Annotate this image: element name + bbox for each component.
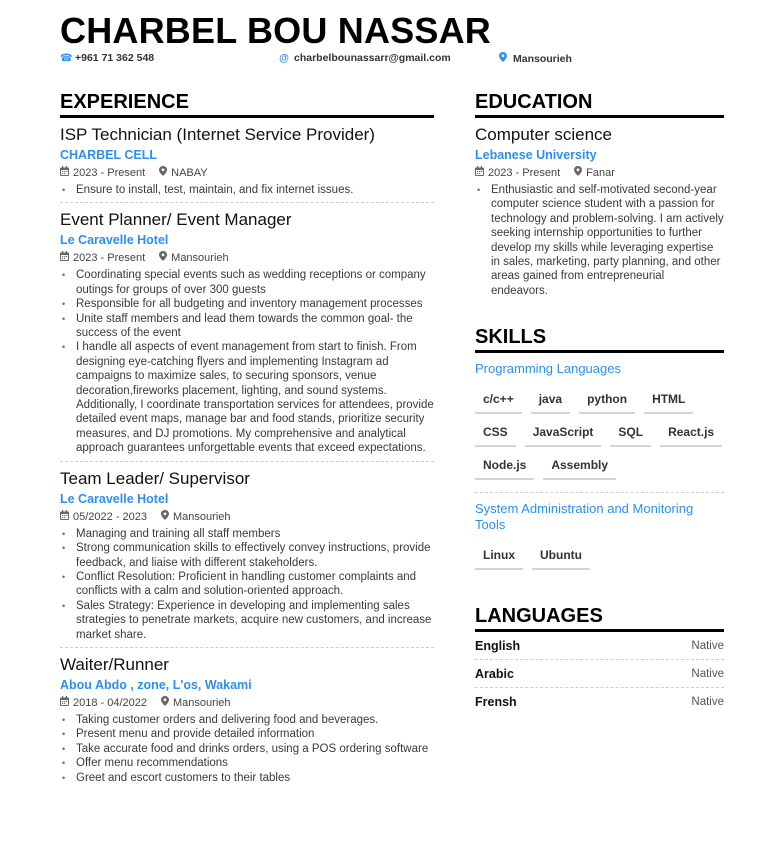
dates-text: 2023 - Present (73, 167, 146, 179)
experience-list (60, 118, 434, 790)
entry (60, 118, 434, 203)
entry-title: Waiter/Runner (60, 654, 169, 674)
location-text: Mansourieh (171, 252, 229, 265)
at-icon: @ (279, 52, 289, 64)
skill-tag: Ubuntu (532, 547, 590, 570)
bullet-list (60, 527, 434, 642)
map-pin-icon (574, 168, 582, 179)
bullet-item: • Offer menu recommendations (60, 756, 434, 770)
entry-meta (475, 165, 724, 182)
skill-tag: HTML (644, 391, 693, 414)
entry-organization: Le Caravelle Hotel (60, 491, 169, 506)
entry-location (159, 165, 207, 182)
skills-list (475, 361, 724, 582)
map-pin-icon (159, 168, 167, 179)
location-text: Mansourieh (173, 510, 231, 523)
entry-title: Computer science (475, 125, 613, 144)
skill-tag: python (579, 391, 635, 414)
bullet-item: • Conflict Resolution: Proficient in handling customer complaints and conflicts with a calm and solution-oriented approach. (60, 570, 434, 599)
left-column (60, 90, 434, 790)
dates-text: 05/2022 - 2023 (73, 510, 148, 523)
divider (475, 492, 724, 493)
entry-location (574, 165, 615, 182)
skill-tag: React.js (660, 424, 722, 447)
map-pin-icon (161, 698, 169, 709)
bullet-item: • Greet and escort customers to their tables (60, 771, 434, 785)
language-level: Native (691, 668, 724, 681)
bullet-item: • Managing and training all staff members (60, 527, 434, 541)
skill-tag: java (531, 391, 570, 414)
skill-group-title: System Administration and Monitoring Tools (475, 501, 694, 533)
entry-dates (475, 165, 560, 182)
entry-dates (60, 250, 145, 267)
skill-tag: SQL (610, 424, 651, 447)
dates-text: 2023 - Present (488, 167, 561, 179)
language-row (475, 632, 724, 660)
phone-text: +961 71 362 548 (75, 52, 155, 64)
right-column (475, 90, 724, 715)
email-text: charbelbounassarr@gmail.com (294, 52, 451, 64)
entry-organization: Lebanese University (475, 148, 597, 162)
bullet-item: • Unite staff members and lead them towards the common goal- the success of the event (60, 312, 434, 341)
entry-location (159, 250, 228, 267)
entry-title: Event Planner/ Event Manager (60, 210, 292, 230)
language-name: English (475, 639, 521, 654)
entry-meta (60, 509, 434, 526)
section-title-experience: EXPERIENCE (60, 90, 434, 118)
skill-tag: c/c++ (475, 391, 522, 414)
dates-text: 2018 - 04/2022 (73, 696, 148, 709)
dates-text: 2023 - Present (73, 252, 146, 265)
bullet-item: • Coordinating special events such as wedding receptions or company outings for groups of over 300 guests (60, 268, 434, 297)
entry-organization: Abou Abdo , zone, L'os, Wakami (60, 677, 252, 692)
language-row (475, 660, 724, 688)
skill-tags (475, 391, 724, 492)
location-text: Fanar (586, 167, 615, 179)
entry (60, 648, 434, 790)
contact-location (498, 52, 572, 65)
skill-tag: CSS (475, 424, 516, 447)
entry (475, 118, 724, 303)
bullet-item: • Sales Strategy: Experience in developing and implementing sales strategies to penetrate markets, acquire new customers, and increase market share. (60, 599, 434, 642)
calendar-icon (60, 253, 69, 264)
candidate-name: CHARBEL BOU NASSAR (60, 10, 491, 51)
skill-group-title: Programming Languages (475, 361, 621, 377)
entry (60, 203, 434, 461)
section-title-skills: SKILLS (475, 325, 724, 353)
contact-email (279, 52, 451, 64)
skill-tag: Assembly (543, 457, 616, 480)
skill-tag: Node.js (475, 457, 534, 480)
bullet-item: • Strong communication skills to effectively convey instructions, provide feedback, and liaise with different stakeholders. (60, 541, 434, 570)
map-pin-icon (159, 253, 167, 264)
language-level: Native (691, 640, 724, 653)
entry-meta (60, 695, 434, 712)
bullet-list (475, 183, 724, 298)
location-text: Mansourieh (173, 696, 231, 709)
skill-tags (475, 547, 724, 582)
section-title-education: EDUCATION (475, 90, 724, 118)
entry-dates (60, 165, 145, 182)
contact-phone (60, 52, 154, 64)
entry-organization: CHARBEL CELL (60, 148, 157, 162)
bullet-item: • Ensure to install, test, maintain, and fix internet issues. (60, 183, 434, 197)
map-pin-icon (498, 52, 508, 65)
section-title-languages: LANGUAGES (475, 604, 724, 632)
entry-meta (60, 250, 434, 267)
bullet-list (60, 713, 434, 785)
skill-tag: JavaScript (525, 424, 602, 447)
entry-title: ISP Technician (Internet Service Provider) (60, 125, 375, 144)
calendar-icon (60, 512, 69, 523)
entry (60, 462, 434, 648)
bullet-list (60, 268, 434, 455)
bullet-item: • I handle all aspects of event management from start to finish. From designing eye-catching flyers and implementing Instagram ad campaigns to maximize sales, to securing sponsors, venue decoration,fireworks placement, lighting, and sound systems. Additionally, I coordinate transportation services for attendees, provide detailed event maps, manage bar and food stands, prioritize security measures, and DJ promotions. My comprehensive and analytical approach guarantees unforgettable events that exceed expectations. (60, 340, 434, 455)
entry-title: Team Leader/ Supervisor (60, 468, 250, 488)
entry-dates (60, 695, 147, 712)
bullet-item: • Taking customer orders and delivering food and beverages. (60, 713, 434, 727)
entry-organization: Le Caravelle Hotel (60, 233, 169, 248)
phone-icon: ☎ (60, 52, 73, 64)
entry-location (161, 695, 230, 712)
bullet-item: • Responsible for all budgeting and inventory management processes (60, 297, 434, 311)
entry-dates (60, 509, 147, 526)
skill-group (475, 361, 724, 492)
languages-list (475, 632, 724, 715)
calendar-icon (475, 168, 484, 179)
language-name: Frensh (475, 695, 517, 710)
language-name: Arabic (475, 667, 514, 682)
location-text: NABAY (171, 167, 208, 179)
skill-tag: Linux (475, 547, 523, 570)
skill-group (475, 501, 724, 582)
entry-location (161, 509, 230, 526)
education-list (475, 118, 724, 303)
bullet-item: • Present menu and provide detailed information (60, 727, 434, 741)
calendar-icon (60, 168, 69, 179)
entry-meta (60, 165, 434, 182)
bullet-item: • Take accurate food and drinks orders, using a POS ordering software (60, 742, 434, 756)
bullet-item: • Enthusiastic and self-motivated second-year computer science student with a passion for technology and problem-solving. I am actively seeking internship opportunities to further develop my skills while leveraging expertise in sales, marketing, party planning, and other areas gained from entrepreneurial endeavors. (475, 183, 724, 298)
language-row (475, 688, 724, 715)
location-text: Mansourieh (513, 52, 572, 65)
map-pin-icon (161, 512, 169, 523)
calendar-icon (60, 698, 69, 709)
language-level: Native (691, 696, 724, 709)
bullet-list (60, 183, 434, 197)
